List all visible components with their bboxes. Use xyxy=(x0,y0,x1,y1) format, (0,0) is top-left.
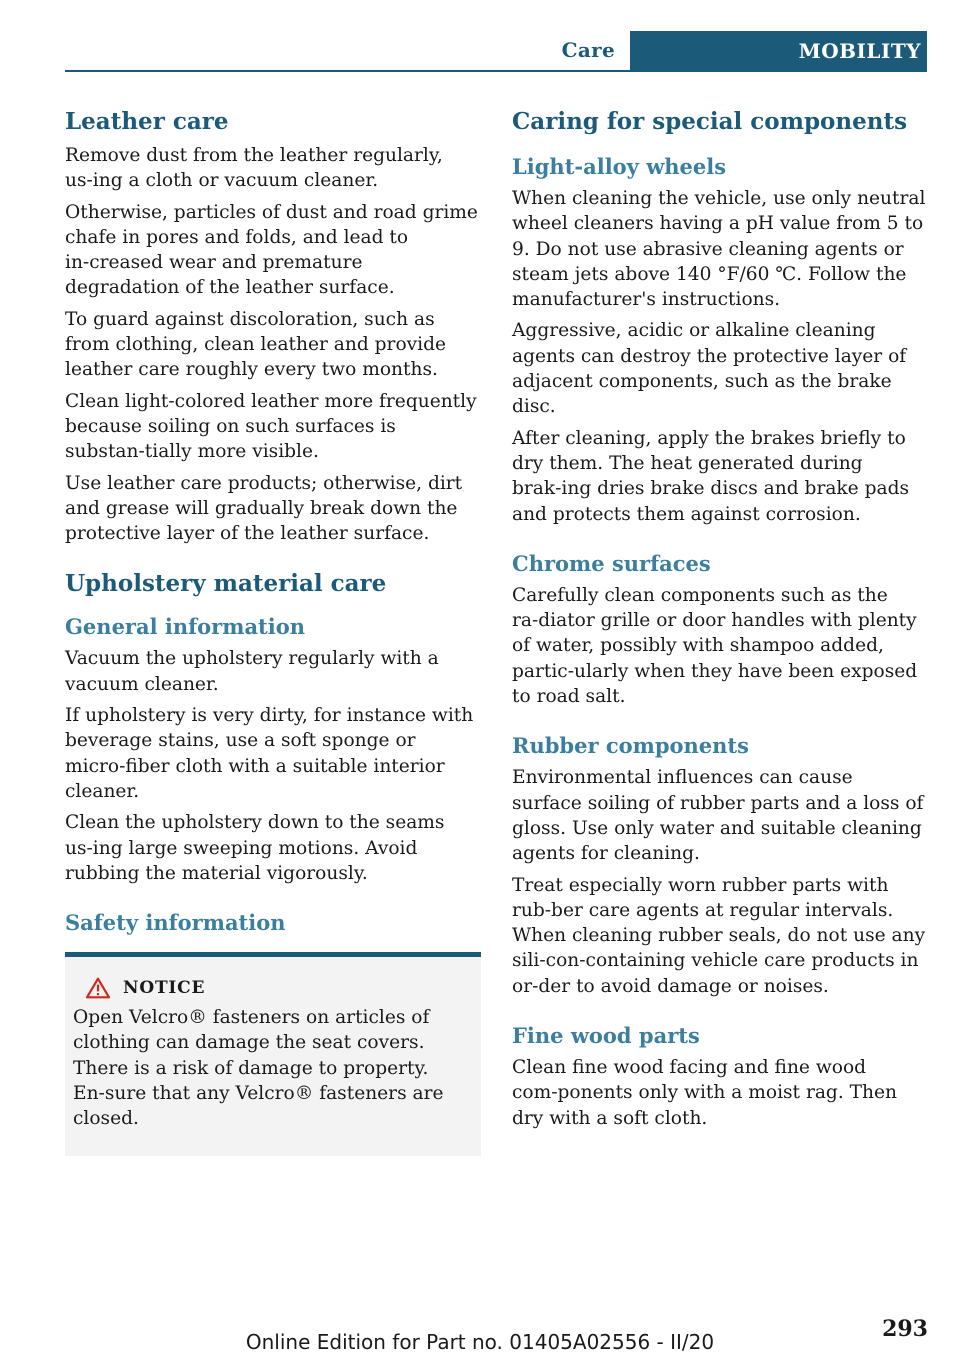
footer-edition-text: Online Edition for Part no. 01405A02556 - II/20 xyxy=(245,1330,715,1354)
paragraph: After cleaning, apply the brakes briefly to dry them. The heat generated during brak‑ing dries brake discs and brake pads and protects them against corrosion. xyxy=(512,427,910,525)
paragraph: Clean light-colored leather more frequently because soiling on such surfaces is substan‑tially more visible. xyxy=(65,390,477,463)
warning-triangle-icon xyxy=(83,977,113,999)
heading-special-components: Caring for special components xyxy=(512,108,908,135)
header-rule xyxy=(65,70,927,72)
header-chapter-tab: MOBILITY xyxy=(630,31,927,70)
paragraph: Remove dust from the leather regularly, us‑ing a cloth or vacuum cleaner. xyxy=(65,145,443,192)
paragraph: Clean fine wood facing and fine wood com‑ponents only with a moist rag. Then dry with a soft cloth. xyxy=(512,1057,897,1129)
paragraph: Aggressive, acidic or alkaline cleaning agents can destroy the protective layer of adjacent components, such as the brake disc. xyxy=(512,320,907,418)
paragraph: Otherwise, particles of dust and road grime chafe in pores and folds, and lead to in‑creased wear and premature degradation of the leather surface. xyxy=(65,201,478,299)
heading-leather-care: Leather care xyxy=(65,108,229,135)
heading-general-information: General information xyxy=(65,614,306,640)
paragraph: If upholstery is very dirty, for instance with beverage stains, use a soft sponge or micro‑fiber cloth with a suitable interior cleaner. xyxy=(65,705,474,802)
notice-box xyxy=(65,952,481,1155)
paragraph: Vacuum the upholstery regularly with a vacuum cleaner. xyxy=(65,648,439,695)
paragraph: When cleaning the vehicle, use only neutral wheel cleaners having a pH value from 5 to 9. Do not use abrasive cleaning agents or steam jets above 140 °F/60 ℃. Follow the manufacturer's instructions. xyxy=(512,188,926,311)
heading-light-alloy-wheels: Light-alloy wheels xyxy=(512,154,727,179)
paragraph: To guard against discoloration, such as from clothing, clean leather and provide leather care roughly every two months. xyxy=(65,308,446,381)
paragraph: Carefully clean components such as the ra‑diator grille or door handles with plenty of water, possibly with shampoo added, partic‑ularly when they have been exposed to road salt. xyxy=(512,584,918,708)
paragraph: Clean the upholstery down to the seams us‑ing large sweeping motions. Avoid rubbing the material vigorously. xyxy=(65,812,445,884)
paragraph: Environmental influences can cause surface soiling of rubber parts and a loss of gloss. Use only water and suitable cleaning agents for cleaning. xyxy=(512,767,924,865)
notice-text: Open Velcro® fasteners on articles of clothing can damage the seat covers. There is a risk of damage to property. En‑sure that any Velcro® fasteners are closed. xyxy=(73,1007,444,1130)
heading-chrome-surfaces: Chrome surfaces xyxy=(512,550,711,576)
left-column xyxy=(65,106,481,1156)
page-number: 293 xyxy=(882,1316,928,1342)
heading-fine-wood-parts: Fine wood parts xyxy=(512,1023,700,1049)
header-section-label: Care xyxy=(561,38,615,62)
heading-rubber-components: Rubber components xyxy=(512,733,749,759)
paragraph: Treat especially worn rubber parts with rub‑ber care agents at regular intervals. When cleaning rubber seals, do not use any sili‑con-containing vehicle care products in or‑der to avoid damage or noises. xyxy=(512,874,926,997)
heading-safety-information: Safety information xyxy=(65,910,286,936)
notice-title: NOTICE xyxy=(123,978,206,999)
right-column xyxy=(512,106,928,1137)
paragraph: Use leather care products; otherwise, dirt and grease will gradually break down the protective layer of the leather surface. xyxy=(65,472,463,545)
heading-upholstery-care: Upholstery material care xyxy=(65,570,387,598)
